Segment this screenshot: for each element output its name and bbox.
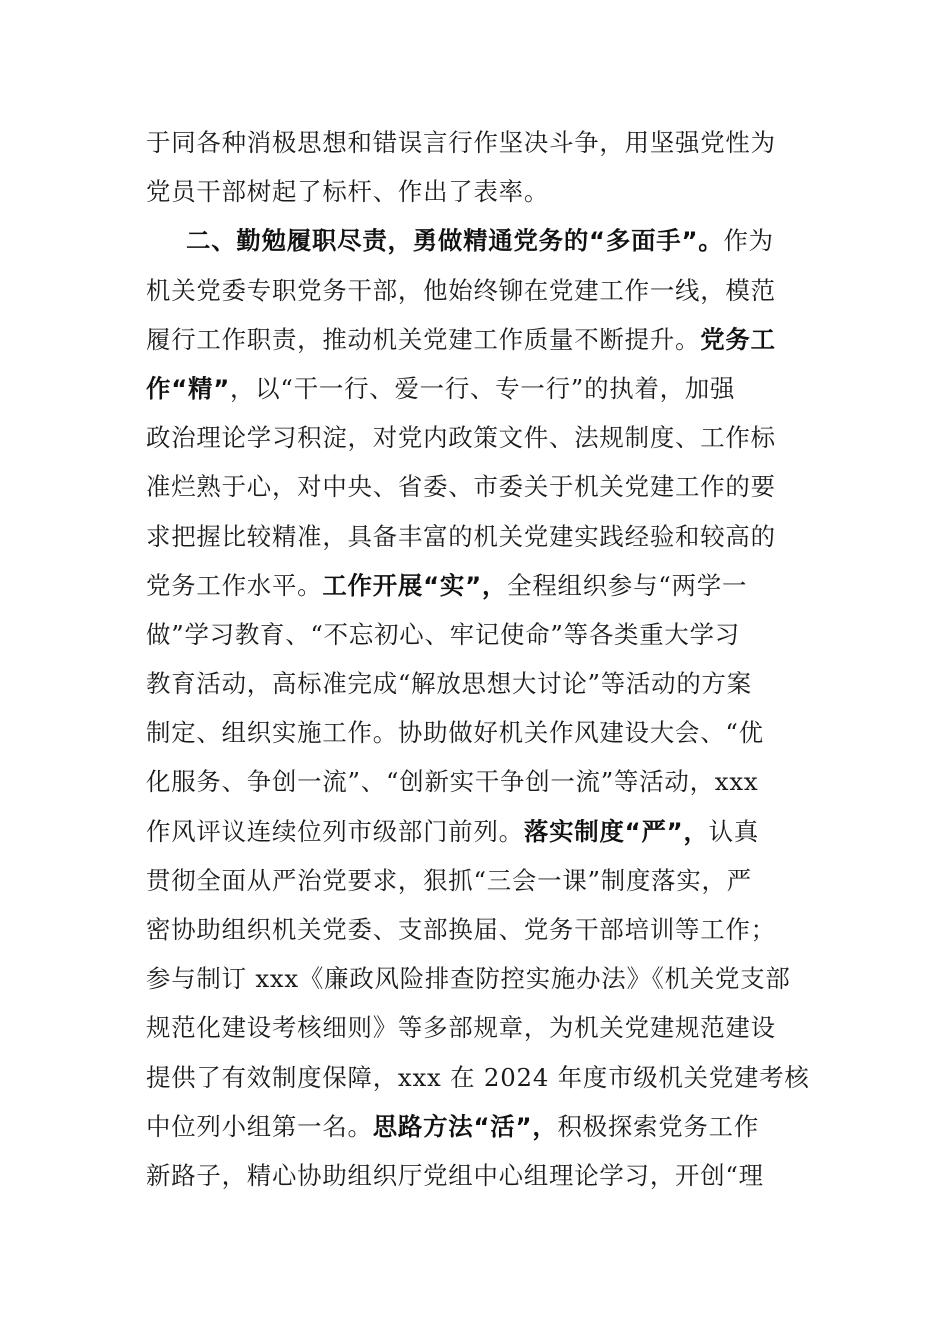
- text-line: [146, 462, 806, 511]
- text-run: 政治理论学习积淀，对党内政策文件、法规制度、工作标: [146, 423, 776, 453]
- text-line: [146, 659, 806, 708]
- text-line: [146, 1151, 806, 1200]
- text-run: 求把握比较精准，具备丰富的机关党建实践经验和较高的: [146, 521, 776, 551]
- text-run: 履行工作职责，推动机关党建工作质量不断提升。: [146, 324, 701, 354]
- text-line: [146, 1102, 806, 1151]
- text-line: [146, 610, 806, 659]
- text-run: 作风评议连续位列市级部门前列。: [146, 816, 524, 846]
- bold-run: 思路方法“活”，: [372, 1111, 558, 1141]
- text-line: [146, 905, 806, 954]
- text-line: [146, 512, 806, 561]
- text-run: 积极探索党务工作: [557, 1111, 760, 1141]
- text-run: 于同各种消极思想和错误言行作坚决斗争，用坚强党性为: [146, 128, 776, 157]
- text-run: 提供了有效制度保障，xxx 在 2024 年度市级机关党建考核: [146, 1062, 810, 1092]
- text-run: 制定、组织实施工作。协助做好机关作风建设大会、“优: [146, 718, 764, 748]
- bold-run: 落实制度“严”，: [523, 816, 709, 846]
- text-run: 做”学习教育、“不忘初心、牢记使命”等各类重大学习: [146, 619, 741, 649]
- text-line: [146, 757, 806, 806]
- text-line: [146, 954, 806, 1003]
- text-run: 化服务、争创一流”、“创新实干争创一流”等活动，xxx: [146, 767, 759, 797]
- text-run: 机关党委专职党务干部，他始终铆在党建工作一线，模范: [146, 275, 776, 305]
- bold-run: 工作开展“实”，: [322, 570, 508, 600]
- text-run: 党员干部树起了标杆、作出了表率。: [146, 177, 550, 207]
- body-text: [146, 118, 810, 1200]
- text-line: [146, 561, 806, 610]
- text-run: 党务工作水平。: [146, 570, 323, 600]
- text-run: 新路子，精心协助组织厅党组中心组理论学习，开创“理: [146, 1160, 764, 1190]
- text-line: [146, 413, 806, 462]
- bold-run: 作“精”: [146, 373, 231, 403]
- text-run: 贯彻全面从严治党要求，狠抓“三会一课”制度落实，严: [146, 865, 752, 895]
- text-line: [146, 807, 806, 856]
- text-line: [146, 118, 806, 167]
- section-heading-line: [146, 216, 806, 265]
- text-run: 认真: [708, 816, 760, 846]
- text-line: [146, 266, 806, 315]
- text-run: 中位列小组第一名。: [146, 1111, 373, 1141]
- text-run: ，以“干一行、爱一行、专一行”的执着，加强: [230, 373, 736, 403]
- text-line: [146, 1053, 810, 1102]
- bold-run: 党务工: [700, 324, 776, 354]
- section-heading: 二、勤勉履职尽责，勇做精通党务的“多面手”。: [186, 226, 724, 256]
- text-line: [146, 708, 806, 757]
- text-run: 全程组织参与“两学一: [507, 570, 748, 600]
- text-line: [146, 167, 806, 216]
- text-run: 密协助组织机关党委、支部换届、党务干部培训等工作；: [146, 915, 776, 944]
- text-run: 作为: [723, 226, 774, 256]
- text-run: 参与制订 xxx《廉政风险排查防控实施办法》《机关党支部: [146, 964, 791, 994]
- text-line: [146, 364, 806, 413]
- text-run: 规范化建设考核细则》等多部规章，为机关党建规范建设: [146, 1013, 776, 1043]
- text-line: [146, 315, 806, 364]
- text-line: [146, 1003, 806, 1052]
- text-run: 教育活动，高标准完成“解放思想大讨论”等活动的方案: [146, 669, 752, 699]
- text-line: [146, 856, 806, 905]
- text-run: 准烂熟于心，对中央、省委、市委关于机关党建工作的要: [146, 472, 776, 502]
